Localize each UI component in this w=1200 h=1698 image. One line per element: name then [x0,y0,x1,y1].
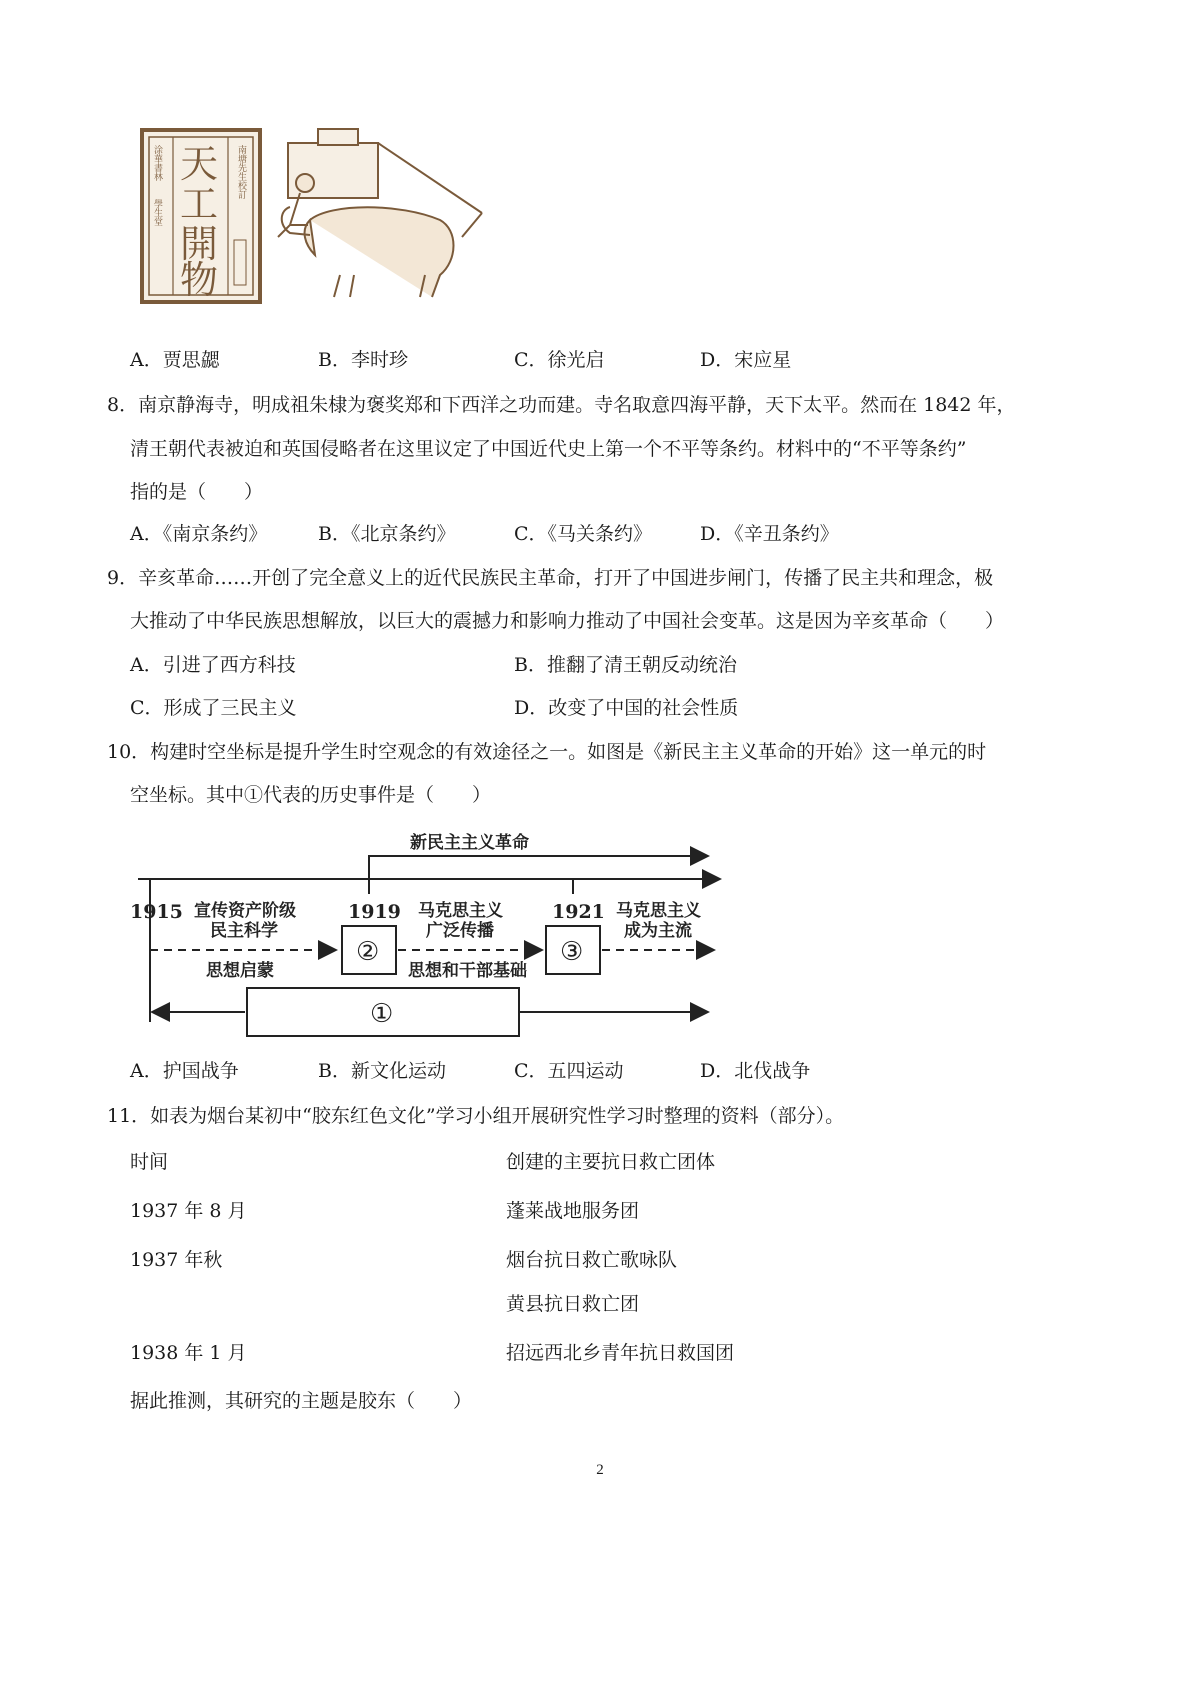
q10-option-b[interactable]: B．新文化运动 [318,1060,446,1082]
seg1-label-line1: 宣传资产阶级 [194,901,296,921]
q7-option-d[interactable]: D．宋应星 [700,349,792,371]
q8-stem-line-2: 清王朝代表被迫和英国侵略者在这里议定了中国近代史上第一个不平等条约。材料中的“不平等条约” [130,438,967,460]
page-number: 2 [596,1462,604,1478]
lower-left-label: 思想启蒙 [206,961,274,981]
book-side-left: 涂華書林 學生堂 [152,145,162,226]
year-1915: 1915 [130,901,183,923]
seg3-label-line2: 成为主流 [624,921,692,941]
ox-plough-illustration [278,129,482,297]
book-title-char-1: 天 [180,142,219,186]
q11-table-row-4-group: 招远西北乡青年抗日救国团 [506,1342,735,1364]
q7-option-b[interactable]: B．李时珍 [318,349,408,371]
box-1-label: ① [370,999,394,1029]
q8-stem-line-1: 8．南京静海寺，明成祖朱棣为褒奖郑和下西洋之功而建。寺名取意四海平静，天下太平。然而在 1842 年， [107,394,1016,416]
q9-option-a[interactable]: A．引进了西方科技 [130,654,296,676]
q11-table-header-time: 时间 [130,1151,169,1173]
q9-option-b[interactable]: B．推翻了清王朝反动统治 [514,654,737,676]
q9-stem-line-2: 大推动了中华民族思想解放，以巨大的震撼力和影响力推动了中国社会变革。这是因为辛亥革命（ ） [130,610,1005,632]
q10-stem-line-2: 空坐标。其中①代表的历史事件是（ ） [130,784,492,806]
q10-option-c[interactable]: C．五四运动 [514,1060,624,1082]
seg3-label-line1: 马克思主义 [616,901,701,921]
q10-stem-line-1: 10．构建时空坐标是提升学生时空观念的有效途径之一。如图是《新民主主义革命的开始》这一单元的时 [107,741,987,763]
new-democratic-revolution-arrow [369,856,708,894]
timeline-diagram [130,822,730,1042]
year-1919: 1919 [348,901,401,923]
q11-table-row-4-time: 1938 年 1 月 [130,1342,247,1364]
seg2-label-line1: 马克思主义 [418,901,503,921]
book-title-char-3: 開 [180,222,219,266]
q8-option-c[interactable]: C．《马关条约》 [514,523,653,545]
q9-stem-line-1: 9．辛亥革命……开创了完全意义上的近代民族民主革命，打开了中国进步闸门，传播了民主共和理念，极 [107,567,994,589]
q8-option-d[interactable]: D．《辛丑条约》 [700,523,839,545]
q11-stem-line-1: 11．如表为烟台某初中“胶东红色文化”学习小组开展研究性学习时整理的资料（部分）。 [107,1105,845,1127]
q11-table-row-2-group: 烟台抗日救亡歌咏队 [506,1249,678,1271]
q11-table-row-1-group: 蓬莱战地服务团 [506,1200,640,1222]
q9-option-d[interactable]: D．改变了中国的社会性质 [514,697,739,719]
tiangong-kaiwu-figure [140,125,500,325]
box-2-label: ② [356,937,380,967]
q8-stem-line-3: 指的是（ ） [130,481,264,503]
seg1-label-line2: 民主科学 [210,921,278,941]
q11-question: 据此推测，其研究的主题是胶东（ ） [130,1390,473,1412]
q7-option-c[interactable]: C．徐光启 [514,349,605,371]
book-side-right: 南塘先生校訂 [236,145,246,199]
q10-option-a[interactable]: A．护国战争 [130,1060,239,1082]
year-1921: 1921 [552,901,605,923]
box-3-label: ③ [560,937,584,967]
book-title-char-2: 工 [180,182,219,226]
timeline-top-label: 新民主主义革命 [410,833,529,853]
q11-table-header-group: 创建的主要抗日救亡团体 [506,1151,716,1173]
lower-right-label: 思想和干部基础 [408,961,527,981]
book-cover [142,130,260,302]
q11-table-row-2-time: 1937 年秋 [130,1249,223,1271]
seg2-label-line2: 广泛传播 [426,921,494,941]
q9-option-c[interactable]: C．形成了三民主义 [130,697,297,719]
book-title-char-4: 物 [180,258,219,302]
q7-option-a[interactable]: A．贾思勰 [130,349,220,371]
q8-option-b[interactable]: B．《北京条约》 [318,523,456,545]
q10-option-d[interactable]: D．北伐战争 [700,1060,811,1082]
q8-option-a[interactable]: A．《南京条约》 [130,523,268,545]
q11-table-row-1-time: 1937 年 8 月 [130,1200,247,1222]
q11-table-row-3-group: 黄县抗日救亡团 [506,1293,640,1315]
